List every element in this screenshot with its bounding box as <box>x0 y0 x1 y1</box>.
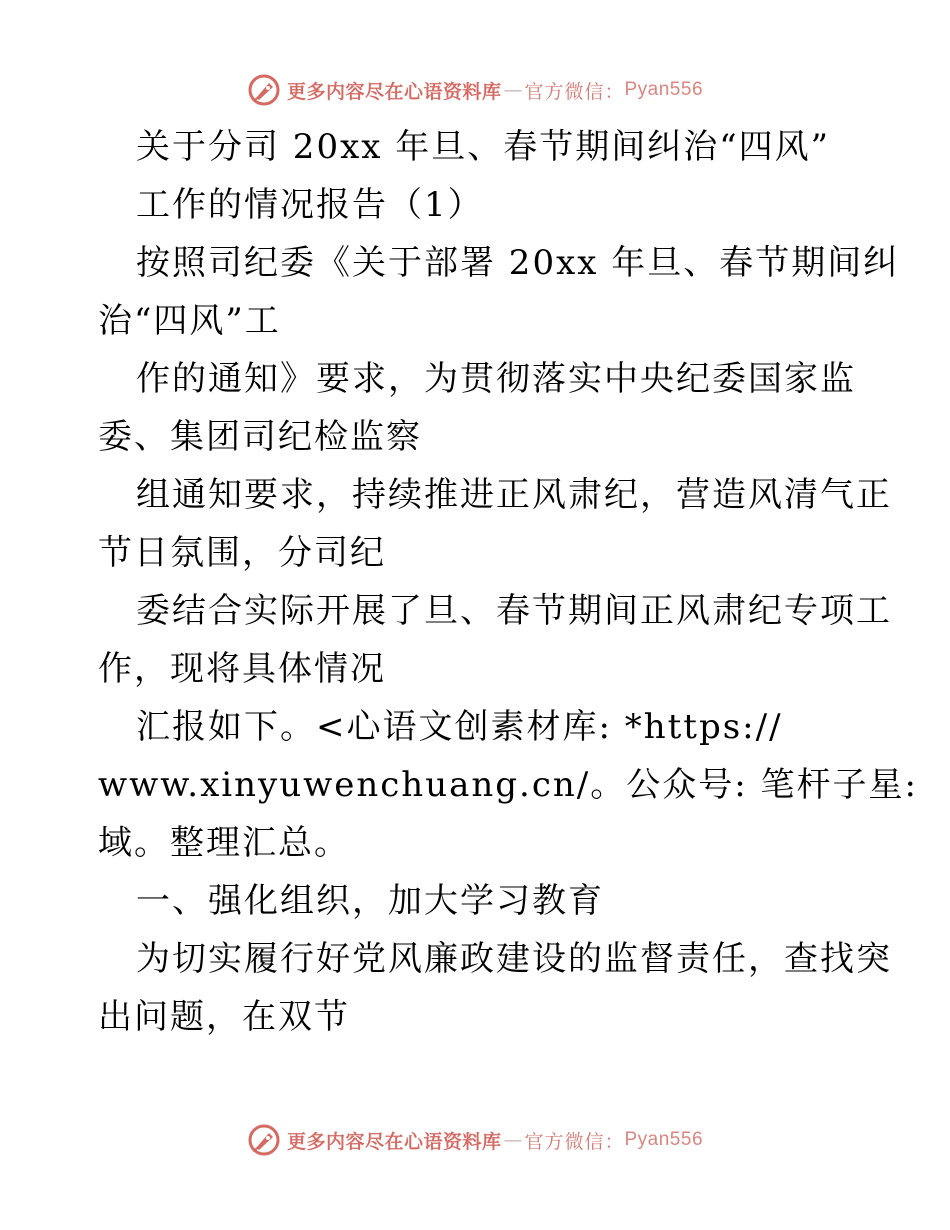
section-heading: 一、强化组织，加大学习教育 <box>136 881 604 921</box>
text-line: 关于分司 20xx 年旦、春节期间纠治“四风” <box>136 127 830 167</box>
text-line: 作，现将具体情况 <box>98 649 386 689</box>
text-line: 治“四风”工 <box>98 301 281 341</box>
text-line: 按照司纪委《关于部署 20xx 年旦、春节期间纠 <box>136 243 900 283</box>
watermark-dash: — <box>503 1129 523 1151</box>
text-line: 委结合实际开展了旦、春节期间正风肃纪专项工 <box>136 591 892 631</box>
watermark-handle: Pyan556 <box>624 79 704 100</box>
watermark-handle: Pyan556 <box>624 1129 704 1150</box>
header-watermark <box>0 70 950 110</box>
text-line: 工作的情况报告（1） <box>136 185 484 225</box>
pen-nib-circle-icon <box>247 73 281 107</box>
watermark-dash: — <box>503 79 523 101</box>
text-line: 汇报如下。<心语文创素材库: *https:// <box>136 707 783 747</box>
watermark-official: 官方微信： <box>524 80 625 103</box>
text-line: 为切实履行好党风廉政建设的监督责任，查找突 <box>136 939 892 979</box>
document-body <box>98 118 918 1046</box>
text-line: 委、集团司纪检监察 <box>98 417 422 457</box>
text-line: 组通知要求，持续推进正风肃纪，营造风清气正 <box>136 475 892 515</box>
text-line: 节日氛围，分司纪 <box>98 533 386 573</box>
pen-nib-circle-icon <box>247 1123 281 1157</box>
text-line: www.xinyuwenchuang.cn/。公众号: 笔杆子星: <box>98 765 918 805</box>
footer-watermark <box>0 1120 950 1160</box>
watermark-official: 官方微信： <box>524 1130 625 1153</box>
watermark-brand: 更多内容尽在心语资料库 <box>286 80 502 103</box>
text-line: 作的通知》要求，为贯彻落实中央纪委国家监 <box>136 359 856 399</box>
text-line: 域。整理汇总。 <box>98 823 350 863</box>
text-line: 出问题，在双节 <box>98 997 350 1037</box>
watermark-brand: 更多内容尽在心语资料库 <box>286 1130 502 1153</box>
